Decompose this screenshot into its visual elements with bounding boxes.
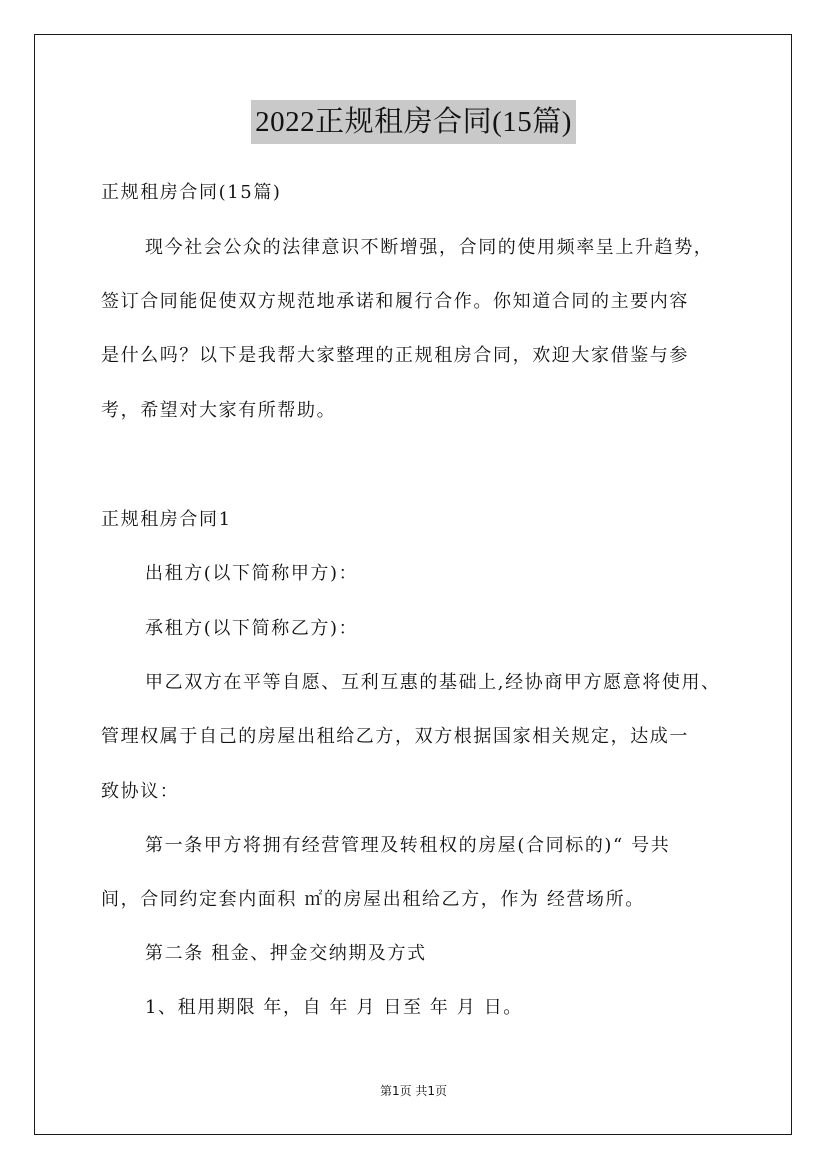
agreement-line-3: 致协议： (101, 781, 180, 802)
intro-line-2: 签订合同能促使双方规范地承诺和履行合作。你知道合同的主要内容 (101, 291, 689, 312)
document-title: 2022正规租房合同(15篇) (251, 100, 576, 144)
article-2-heading: 第二条 租金、押金交纳期及方式 (145, 943, 427, 964)
lessee-line: 承租方(以下简称乙方)： (145, 618, 359, 639)
article-1-line-2: 间，合同约定套内面积 ㎡的房屋出租给乙方，作为 经营场所。 (101, 889, 645, 910)
clause-1-line: 1、租用期限 年，自 年 月 日至 年 月 日。 (145, 997, 523, 1018)
section-heading: 正规租房合同1 (101, 509, 232, 530)
page-footer: 第1页 共1页 (379, 1084, 448, 1098)
intro-line-1: 现今社会公众的法律意识不断增强，合同的使用频率呈上升趋势， (145, 237, 714, 258)
intro-line-3: 是什么吗？以下是我帮大家整理的正规租房合同，欢迎大家借鉴与参 (101, 345, 689, 366)
agreement-line-2: 管理权属于自己的房屋出租给乙方，双方根据国家相关规定，达成一 (101, 726, 689, 747)
lessor-line: 出租方(以下简称甲方)： (145, 563, 359, 584)
document-subtitle: 正规租房合同(15篇) (101, 182, 282, 203)
title-container (0, 100, 827, 144)
intro-line-4: 考，希望对大家有所帮助。 (101, 400, 337, 421)
article-1-line-1: 第一条甲方将拥有经营管理及转租权的房屋(合同标的)“ 号共 (145, 835, 671, 856)
agreement-line-1: 甲乙双方在平等自愿、互利互惠的基础上,经协商甲方愿意将使用、 (145, 672, 721, 693)
